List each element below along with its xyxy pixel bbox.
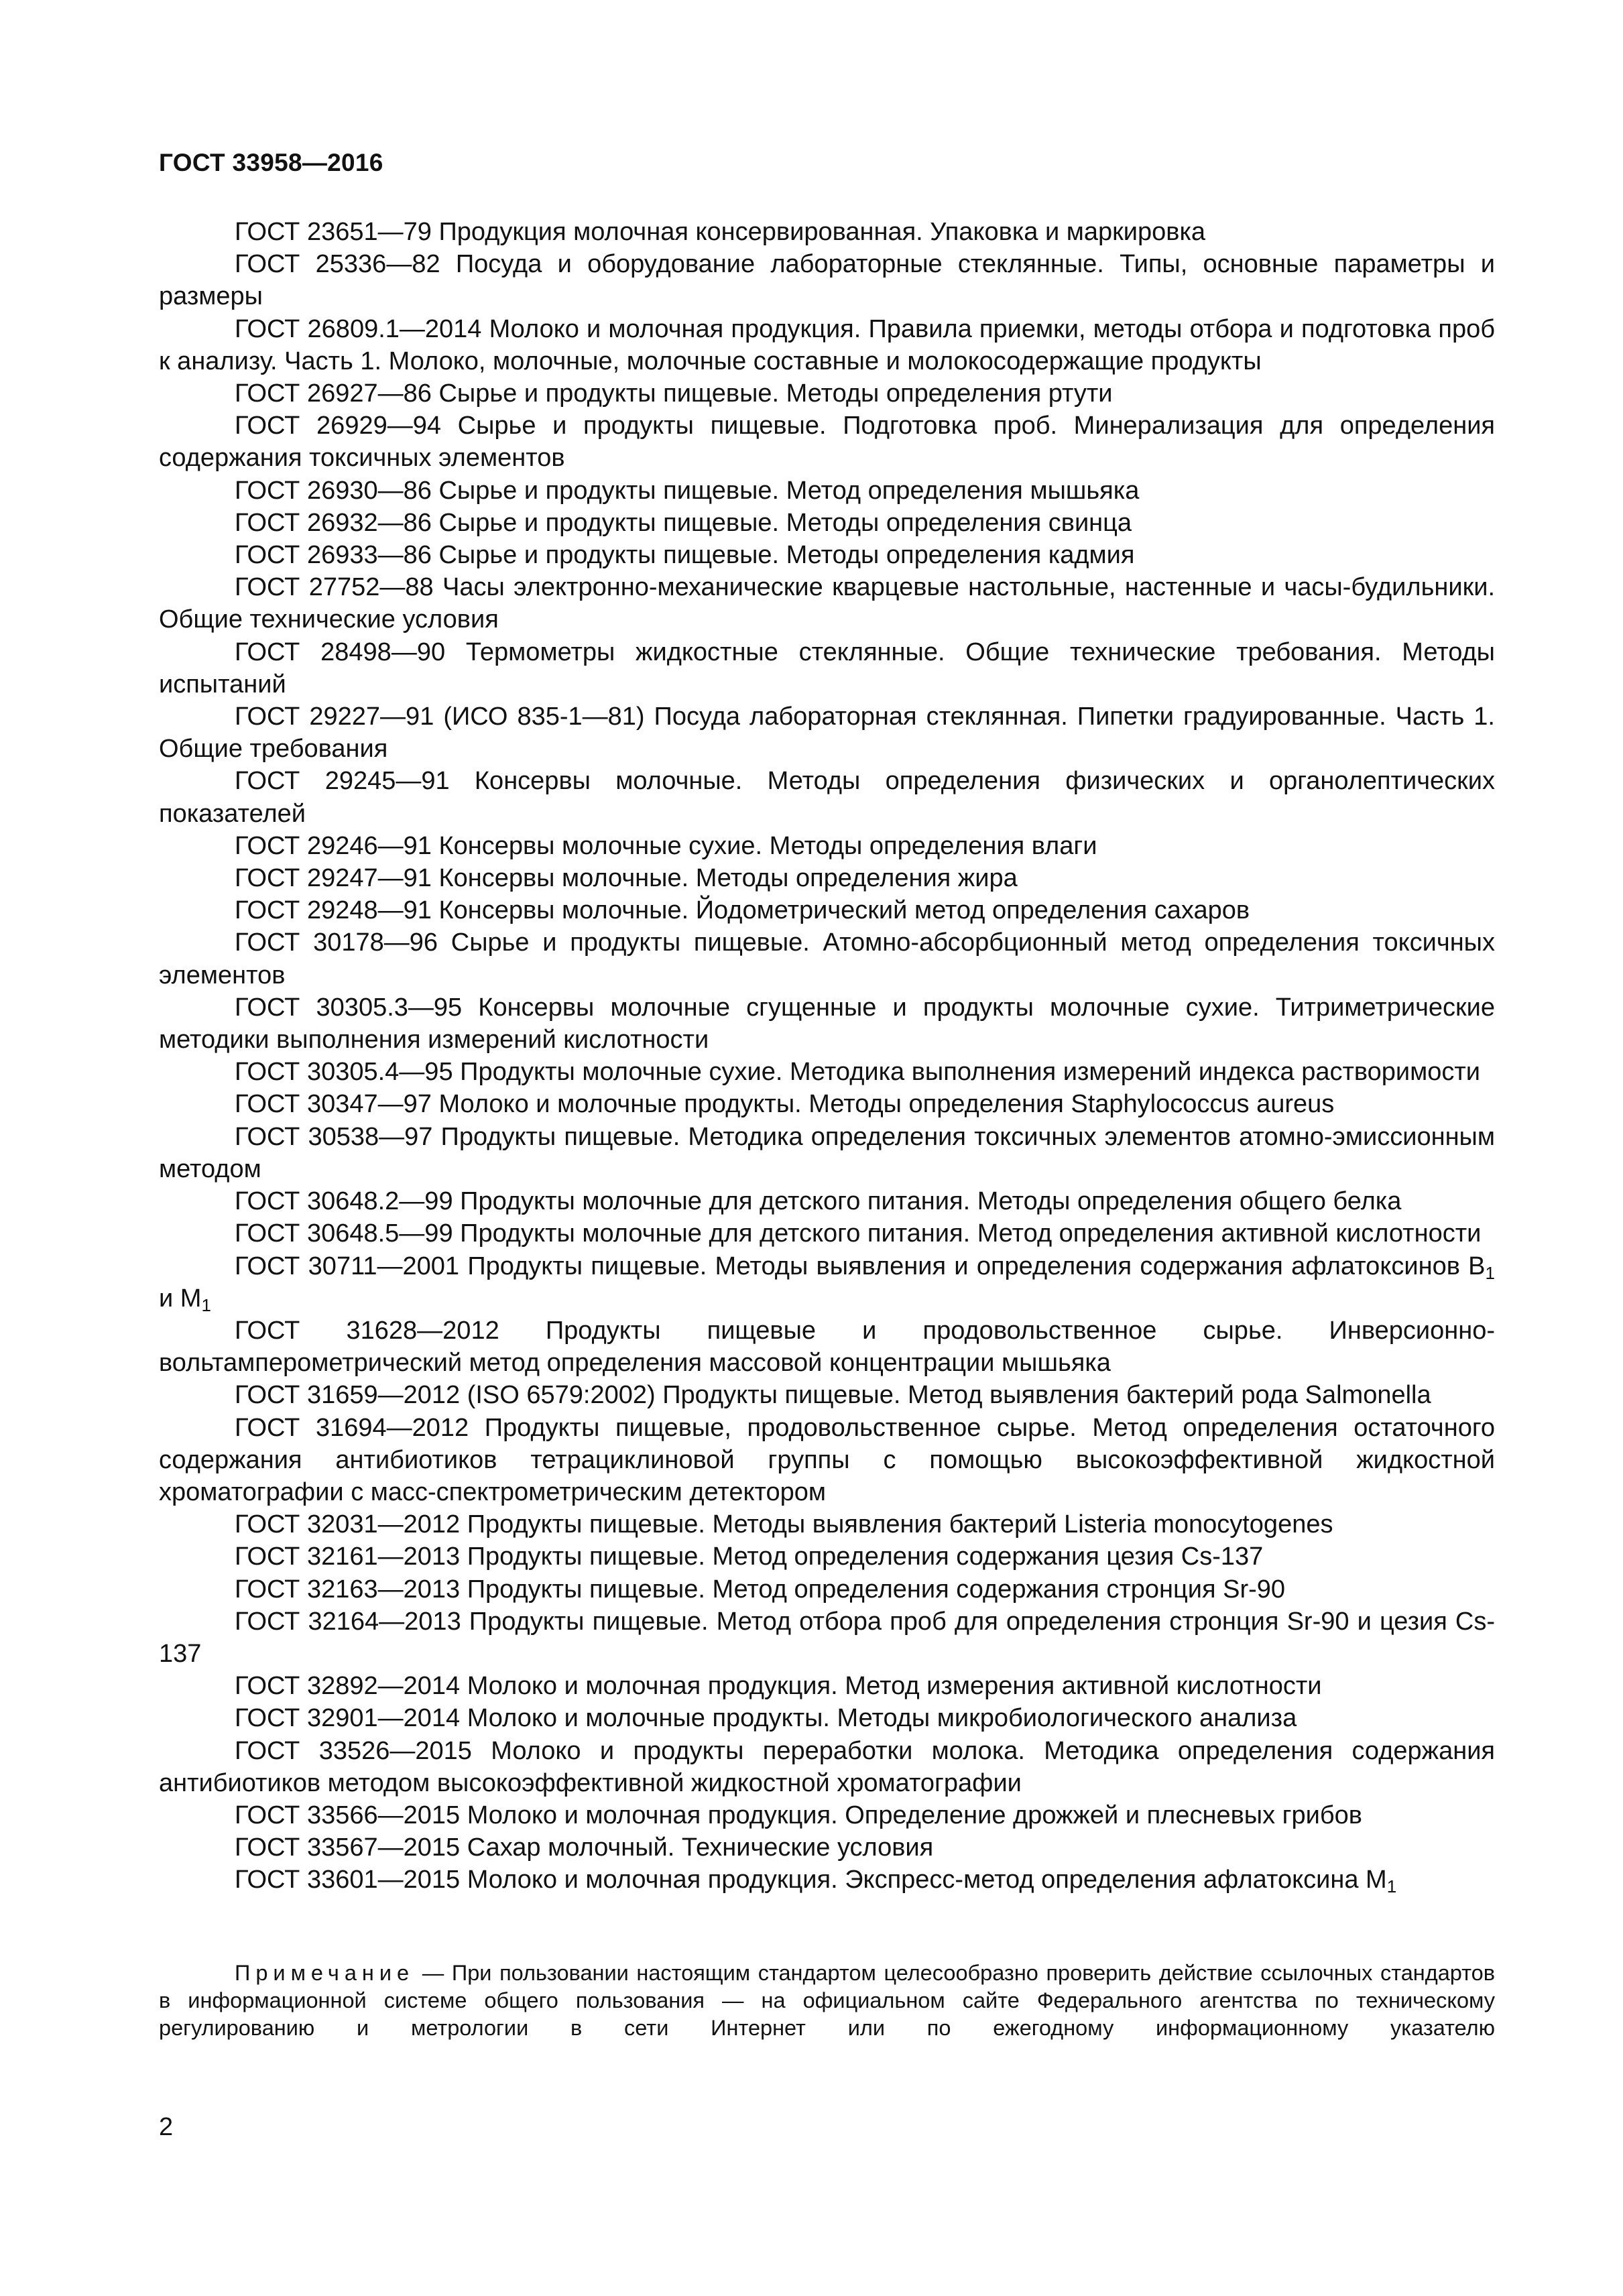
reference-text: ГОСТ 29246—91 Консервы молочные сухие. Методы определения влаги — [235, 831, 1097, 860]
reference-item — [159, 1735, 1495, 1799]
reference-text: ГОСТ 28498—90 Термометры жидкостные стеклянные. Общие технические требования. Методы испытаний — [159, 638, 1495, 699]
reference-item — [159, 1250, 1495, 1315]
reference-item — [159, 216, 1495, 248]
reference-item — [159, 1799, 1495, 1831]
reference-item — [159, 1185, 1495, 1217]
reference-item — [159, 475, 1495, 507]
reference-text: ГОСТ 32163—2013 Продукты пищевые. Метод определения содержания стронция Sr-90 — [235, 1575, 1286, 1604]
reference-text-continued: и M — [159, 1284, 202, 1313]
reference-item — [159, 991, 1495, 1056]
reference-text: ГОСТ 27752—88 Часы электронно-механические кварцевые настольные, настенные и часы-будильники. Общие технические условия — [159, 573, 1495, 634]
reference-text: ГОСТ 30648.5—99 Продукты молочные для детского питания. Метод определения активной кислотности — [235, 1219, 1482, 1248]
subscript: 1 — [1485, 1262, 1495, 1283]
reference-item — [159, 1508, 1495, 1540]
reference-item — [159, 862, 1495, 894]
reference-item — [159, 1121, 1495, 1185]
reference-item — [159, 571, 1495, 636]
reference-text: ГОСТ 32901—2014 Молоко и молочные продукты. Методы микробиологического анализа — [235, 1704, 1297, 1733]
subscript: 1 — [201, 1294, 211, 1315]
reference-item — [159, 539, 1495, 571]
reference-item — [159, 894, 1495, 926]
reference-text: ГОСТ 33566—2015 Молоко и молочная продукция. Определение дрожжей и плесневых грибов — [235, 1801, 1362, 1829]
reference-text: ГОСТ 33526—2015 Молоко и продукты переработки молока. Методика определения содержания антибиотиков методом высокоэффективной жидкостной хроматографии — [159, 1736, 1495, 1797]
reference-text: ГОСТ 30178—96 Сырье и продукты пищевые. Атомно-абсорбционный метод определения токсичных элементов — [159, 928, 1495, 989]
reference-text: ГОСТ 32031—2012 Продукты пищевые. Методы выявления бактерий Listeria monocytogenes — [235, 1510, 1333, 1539]
subscript: 1 — [1386, 1876, 1397, 1897]
reference-item — [159, 830, 1495, 862]
reference-text: ГОСТ 26930—86 Сырье и продукты пищевые. Метод определения мышьяка — [235, 476, 1140, 505]
reference-text: ГОСТ 30347—97 Молоко и молочные продукты. Методы определения Staphylococcus aureus — [235, 1090, 1335, 1119]
reference-text: ГОСТ 25336—82 Посуда и оборудование лабораторные стеклянные. Типы, основные параметры и размеры — [159, 250, 1495, 311]
reference-item — [159, 1217, 1495, 1250]
reference-text: ГОСТ 33601—2015 Молоко и молочная продукция. Экспресс-метод определения афлатоксина M — [235, 1866, 1387, 1894]
reference-item — [159, 1831, 1495, 1864]
reference-text: ГОСТ 29247—91 Консервы молочные. Методы определения жира — [235, 864, 1018, 893]
reference-text: ГОСТ 30305.4—95 Продукты молочные сухие. Методика выполнения измерений индекса растворимости — [235, 1058, 1481, 1087]
reference-item — [159, 1315, 1495, 1379]
reference-text: ГОСТ 23651—79 Продукция молочная консервированная. Упаковка и маркировка — [235, 218, 1206, 246]
reference-text: ГОСТ 31628—2012 Продукты пищевые и продовольственное сырье. Инверсионно-вольтамперометрический метод определения массовой концентрации мышьяка — [159, 1316, 1495, 1378]
reference-text: ГОСТ 31694—2012 Продукты пищевые, продовольственное сырье. Метод определения остаточного содержания антибиотиков тетрациклиновой группы с помощью высокоэффективной жидкостной хроматографии с масс-спектрометрическим детектором — [159, 1413, 1495, 1506]
reference-item — [159, 410, 1495, 474]
reference-item — [159, 1056, 1495, 1088]
reference-item — [159, 313, 1495, 377]
reference-item — [159, 926, 1495, 991]
reference-item — [159, 701, 1495, 765]
reference-text: ГОСТ 29245—91 Консервы молочные. Методы определения физических и органолептических показателей — [159, 767, 1495, 828]
reference-item — [159, 1702, 1495, 1734]
reference-text: ГОСТ 33567—2015 Сахар молочный. Технические условия — [235, 1833, 934, 1862]
normative-references-list — [159, 216, 1495, 1896]
reference-item — [159, 1606, 1495, 1670]
reference-text: ГОСТ 32161—2013 Продукты пищевые. Метод определения содержания цезия Cs-137 — [235, 1543, 1264, 1571]
reference-text: ГОСТ 26933—86 Сырье и продукты пищевые. Методы определения кадмия — [235, 541, 1135, 570]
reference-item — [159, 1379, 1495, 1411]
reference-item — [159, 248, 1495, 312]
reference-item — [159, 765, 1495, 829]
reference-item — [159, 1540, 1495, 1573]
reference-text: ГОСТ 26929—94 Сырье и продукты пищевые. Подготовка проб. Минерализация для определения содержания токсичных элементов — [159, 412, 1495, 473]
reference-text: ГОСТ 29227—91 (ИСО 835-1—81) Посуда лабораторная стеклянная. Пипетки градуированные. Часть 1. Общие требования — [159, 703, 1495, 764]
reference-item — [159, 1670, 1495, 1702]
note-text: — При пользовании настоящим стандартом целесообразно проверить действие ссылочных стандартов в информационной системе общего пользования — на официальном сайте Федерального агентства по техническому регулированию и метрологии в сети Интернет или по ежегодному информационному указателю — [159, 1961, 1495, 2040]
reference-text: ГОСТ 30648.2—99 Продукты молочные для детского питания. Методы определения общего белка — [235, 1187, 1402, 1216]
reference-text: ГОСТ 32164—2013 Продукты пищевые. Метод отбора проб для определения стронция Sr-90 и цезия Cs-137 — [159, 1607, 1495, 1668]
reference-item — [159, 507, 1495, 539]
reference-text: ГОСТ 30711—2001 Продукты пищевые. Методы выявления и определения содержания афлатоксинов B — [235, 1252, 1486, 1280]
reference-item — [159, 636, 1495, 701]
reference-item — [159, 1088, 1495, 1120]
reference-text: ГОСТ 26809.1—2014 Молоко и молочная продукция. Правила приемки, методы отбора и подготовка проб к анализу. Часть 1. Молоко, молочные, молочные составные и молокосодержащие продукты — [159, 314, 1495, 375]
reference-text: ГОСТ 26927—86 Сырье и продукты пищевые. Методы определения ртути — [235, 379, 1113, 408]
reference-text: ГОСТ 29248—91 Консервы молочные. Йодометрический метод определения сахаров — [235, 896, 1250, 925]
note-paragraph — [159, 1959, 1495, 2042]
reference-text: ГОСТ 30538—97 Продукты пищевые. Методика определения токсичных элементов атомно-эмиссионным методом — [159, 1122, 1495, 1183]
reference-text: ГОСТ 32892—2014 Молоко и молочная продукция. Метод измерения активной кислотности — [235, 1672, 1322, 1701]
reference-item — [159, 1864, 1495, 1896]
reference-item — [159, 1412, 1495, 1509]
reference-text: ГОСТ 30305.3—95 Консервы молочные сгущенные и продукты молочные сухие. Титриметрические методики выполнения измерений кислотности — [159, 993, 1495, 1054]
document-header: ГОСТ 33958—2016 — [159, 149, 383, 176]
reference-text: ГОСТ 26932—86 Сырье и продукты пищевые. Методы определения свинца — [235, 508, 1132, 537]
reference-item — [159, 377, 1495, 410]
note-label: Примечание — [235, 1961, 415, 1985]
reference-item — [159, 1573, 1495, 1606]
reference-text: ГОСТ 31659—2012 (ISO 6579:2002) Продукты пищевые. Метод выявления бактерий рода Salmonella — [235, 1381, 1431, 1410]
page-number: 2 — [159, 2113, 174, 2141]
